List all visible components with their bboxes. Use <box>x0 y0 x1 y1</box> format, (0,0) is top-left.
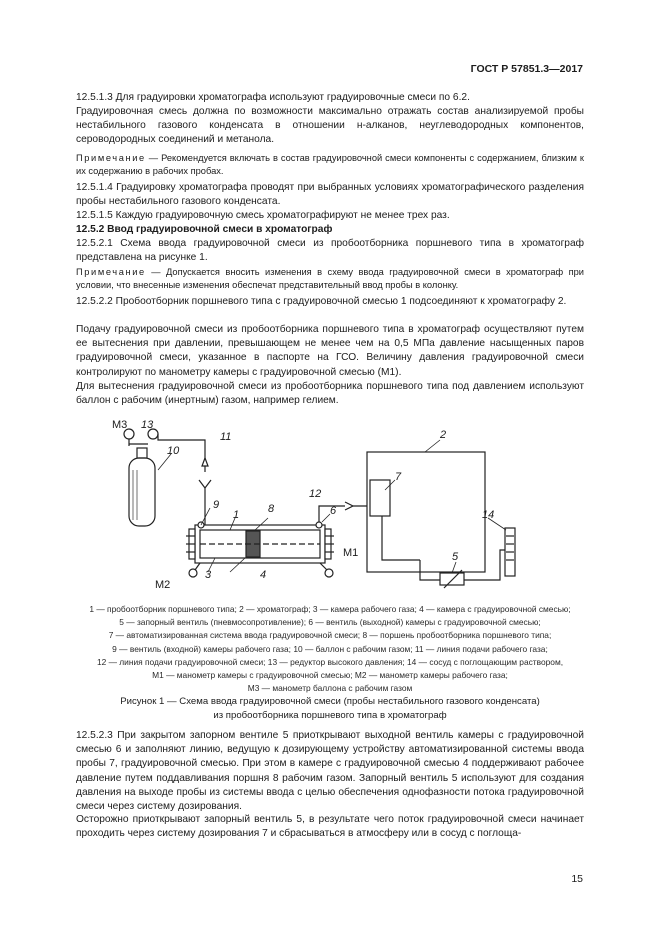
paragraph-12-5-2-2: 12.5.2.2 Пробоотборник поршневого типа с градуировочной смесью 1 подсоединяют к хроматографу 2. <box>76 296 567 307</box>
paragraph-calibration-mix: Градуировочная смесь должна по возможности максимально отражать состав анализируемой пробы нестабильного газового конденсата в отношении н-алканов, неуглеводородных компонентов, сероводородных соединений и метанола. <box>76 106 584 146</box>
label-m3: М3 <box>112 419 128 431</box>
figure-legend <box>56 603 604 695</box>
legend-line: М3 — манометр баллона с рабочим газом <box>247 683 413 694</box>
caption-line-2: из пробоотборника поршневого типа в хроматограф <box>213 710 447 721</box>
figure-caption <box>60 695 600 723</box>
dosing-system-7 <box>370 480 390 516</box>
label-4: 4 <box>260 569 267 581</box>
legend-line: 9 — вентиль (входной) камеры рабочего газа; 10 — баллон с рабочим газом; 11 — линия подачи рабочего газа; <box>112 643 548 654</box>
figure-1-diagram <box>0 410 661 600</box>
note-text: — Допускается вносить изменения в схему ввода градуировочной смеси в хроматограф при условии, что внесенные изменения обеспечат представительный ввод пробы в колонку. <box>76 267 584 290</box>
legend-line: 12 — линия подачи градуировочной смеси; 13 — редуктор высокого давления; 14 — сосуд с поглощающим раствором, <box>96 656 564 667</box>
label-6: 6 <box>330 505 337 517</box>
label-m2: М2 <box>155 579 171 591</box>
legend-line: М1 — манометр камеры с градуировочной смесью; М2 — манометр камеры рабочего газа; <box>152 670 508 681</box>
legend-line: 5 — запорный вентиль (пневмосопротивление); 6 — вентиль (выходной) камеры с градуировочной смесью; <box>119 617 541 628</box>
paragraph-feed: Подачу градуировочной смеси из пробоотборника поршневого типа в хроматограф осуществляют путем ее вытеснения при давлении, превышающем не менее чем на 0,5 МПа давление насыщенных паров градуировочной смеси, указанное в паспорте на ГСО. Величину давления градуировочной смеси контролируют по манометру камеры с градуировочной смесью (М1). <box>76 324 584 378</box>
label-3: 3 <box>205 569 212 581</box>
label-8: 8 <box>268 503 275 515</box>
legend-line: 7 — автоматизированная система ввода градуировочной смеси; 8 — поршень пробоотборника поршневого типа; <box>108 630 552 641</box>
note-1 <box>76 152 584 178</box>
manometer-m2 <box>189 569 197 577</box>
legend-line: 1 — пробоотборник поршневого типа; 2 — хроматограф; 3 — камера рабочего газа; 4 — камера с градуировочной смесью; <box>89 604 571 614</box>
label-1: 1 <box>233 509 240 521</box>
paragraph-careful-open: Осторожно приоткрывают запорный вентиль 5, в результате чего поток градуировочной смеси начинает проходить через систему дозирования 7 и сбрасываться в атмосферу или в сосуд с поглоща- <box>76 814 584 840</box>
label-10: 10 <box>167 445 180 457</box>
label-2: 2 <box>440 429 447 441</box>
note-label: Примечание <box>76 267 146 277</box>
shutoff-valve-5 <box>440 573 464 585</box>
label-5: 5 <box>452 551 459 563</box>
label-13: 13 <box>141 419 154 431</box>
label-14: 14 <box>482 509 495 521</box>
label-m1: М1 <box>343 547 359 559</box>
note-label: Примечание <box>76 153 146 163</box>
paragraph-displacement: Для вытеснения градуировочной смеси из пробоотборника поршневого типа под давлением используют баллон с рабочим (инертным) газом, например гелием. <box>76 381 584 407</box>
caption-line-1: Рисунок 1 — Схема ввода градуировочной смеси (пробы нестабильного газового конденсата) <box>120 696 540 707</box>
note-2 <box>76 266 584 292</box>
note-text: — Рекомендуется включать в состав градуировочной смеси компоненты с содержанием, близким к их содержанию в рабочих пробах. <box>76 153 584 176</box>
document-header: ГОСТ Р 57851.3—2017 <box>470 63 583 75</box>
paragraph-12-5-1-3: 12.5.1.3 Для градуировки хроматографа используют градуировочные смеси по 6.2. <box>76 92 470 103</box>
label-11: 11 <box>220 431 232 443</box>
paragraph-12-5-1-5: 12.5.1.5 Каждую градуировочную смесь хроматографируют не менее трех раз. <box>76 210 450 221</box>
label-12: 12 <box>309 488 322 500</box>
cylinder-neck <box>137 448 147 458</box>
paragraph-12-5-1-4: 12.5.1.4 Градуировку хроматографа проводят при выбранных условиях хроматографического разделения пробы нестабильного газового конденсата. <box>76 182 584 208</box>
working-gas-line <box>158 434 205 460</box>
paragraph-12-5-2-1: 12.5.2.1 Схема ввода градуировочной смеси из пробоотборника поршневого типа в хроматограф представлена на рисунке 1. <box>76 238 584 264</box>
manometer-m1 <box>325 569 333 577</box>
label-9: 9 <box>213 499 220 511</box>
paragraph-12-5-2-3: 12.5.2.3 При закрытом запорном вентиле 5 приоткрывают выходной вентиль камеры с градуировочной смесью 6 и заполняют линию, ведущую к дозирующему устройству автоматизированной системы ввода пробы 7, градуировочной смесью. При этом в камере с градуировочной смесью 4 поддерживают рабочее давление путем поддавливания поршня 8 рабочим газом. Запорный вентиль 5 используют для создания давления на выходе пробы из системы ввода с целью обеспечения однофазности потока градуировочной смеси через систему дозирования. <box>76 730 584 813</box>
label-7: 7 <box>395 471 402 483</box>
section-heading-12-5-2: 12.5.2 Ввод градуировочной смеси в хроматограф <box>76 224 333 235</box>
page-number: 15 <box>571 873 583 885</box>
